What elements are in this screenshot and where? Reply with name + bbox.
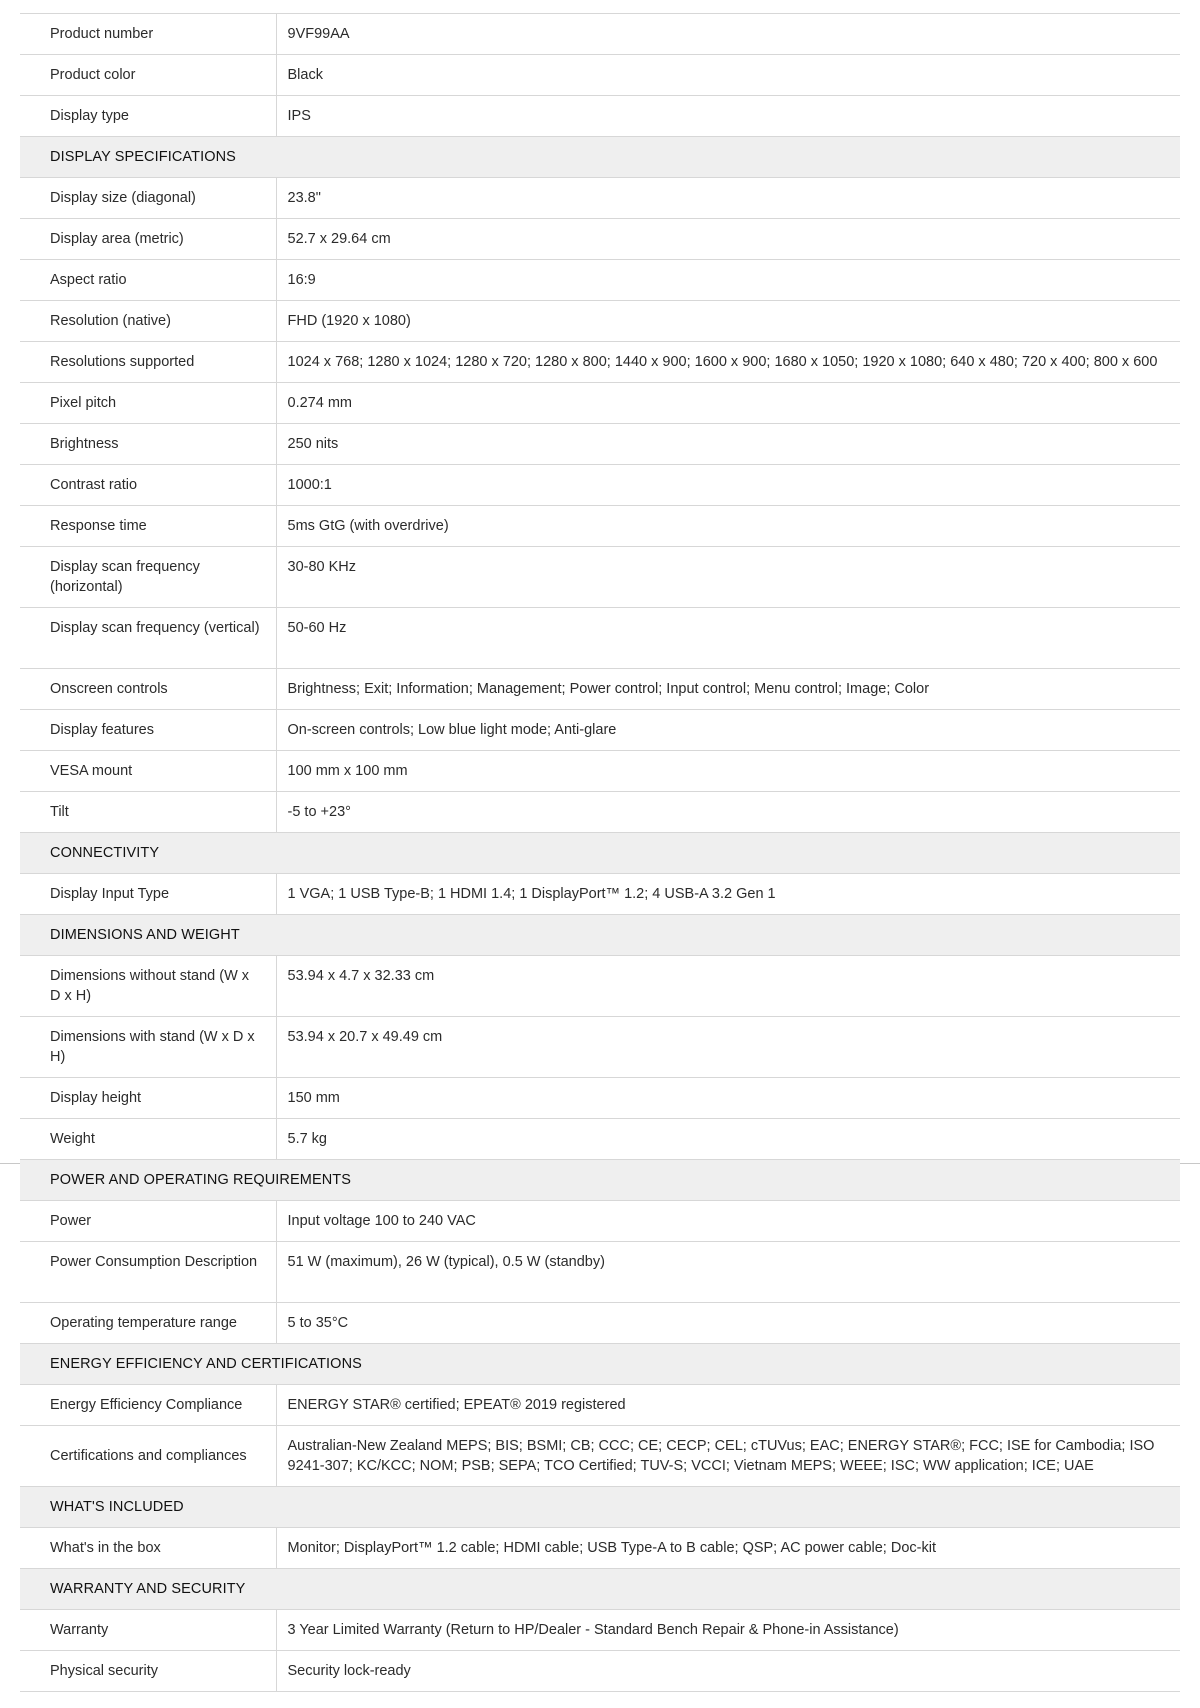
spec-label: Warranty (20, 1610, 276, 1651)
spec-row (20, 547, 1180, 608)
spec-row (20, 1078, 1180, 1119)
spec-value: 100 mm x 100 mm (276, 751, 1180, 792)
spec-value: Monitor; DisplayPort™ 1.2 cable; HDMI cable; USB Type-A to B cable; QSP; AC power cable; Doc-kit (276, 1528, 1180, 1569)
spec-value: 250 nits (276, 424, 1180, 465)
spec-label: Response time (20, 506, 276, 547)
spec-row (20, 751, 1180, 792)
spec-value: 53.94 x 20.7 x 49.49 cm (276, 1017, 1180, 1078)
spec-value: On-screen controls; Low blue light mode; Anti-glare (276, 710, 1180, 751)
spec-value: 52.7 x 29.64 cm (276, 219, 1180, 260)
spec-label: Display features (20, 710, 276, 751)
spec-label: Display scan frequency (horizontal) (20, 547, 276, 608)
spec-value: 51 W (maximum), 26 W (typical), 0.5 W (standby) (276, 1242, 1180, 1303)
section-title: CONNECTIVITY (20, 833, 1180, 874)
spec-value: Security lock-ready (276, 1651, 1180, 1692)
spec-row (20, 1017, 1180, 1078)
spec-label: Display scan frequency (vertical) (20, 608, 276, 669)
spec-label: Resolutions supported (20, 342, 276, 383)
spec-row (20, 669, 1180, 710)
spec-label: Energy Efficiency Compliance (20, 1385, 276, 1426)
section-header (20, 1344, 1180, 1385)
spec-label: Dimensions with stand (W x D x H) (20, 1017, 276, 1078)
spec-table-body (20, 14, 1180, 1692)
spec-value: IPS (276, 96, 1180, 137)
spec-label: Display type (20, 96, 276, 137)
spec-label: Pixel pitch (20, 383, 276, 424)
section-title: DIMENSIONS AND WEIGHT (20, 915, 1180, 956)
spec-value: Australian-New Zealand MEPS; BIS; BSMI; CB; CCC; CE; CECP; CEL; cTUVus; EAC; ENERGY STAR®; FCC; ISE for Cambodia; ISO 9241-307; KC/KCC; NOM; PSB; SEPA; TCO Certified; TUV-S; VCCI; Vietnam MEPS; WEEE; ISC; WW application; ICE; UAE (276, 1426, 1180, 1487)
spec-row (20, 1426, 1180, 1487)
section-title: ENERGY EFFICIENCY AND CERTIFICATIONS (20, 1344, 1180, 1385)
section-title: WARRANTY AND SECURITY (20, 1569, 1180, 1610)
spec-value: Input voltage 100 to 240 VAC (276, 1201, 1180, 1242)
spec-value: 9VF99AA (276, 14, 1180, 55)
section-header (20, 1487, 1180, 1528)
spec-value: 5ms GtG (with overdrive) (276, 506, 1180, 547)
section-title: WHAT'S INCLUDED (20, 1487, 1180, 1528)
spec-label: Display size (diagonal) (20, 178, 276, 219)
section-header (20, 1160, 1180, 1201)
spec-label: Resolution (native) (20, 301, 276, 342)
spec-label: Contrast ratio (20, 465, 276, 506)
spec-label: Product number (20, 14, 276, 55)
spec-value: 1000:1 (276, 465, 1180, 506)
spec-label: Brightness (20, 424, 276, 465)
section-header (20, 137, 1180, 178)
spec-row (20, 874, 1180, 915)
spec-value: ENERGY STAR® certified; EPEAT® 2019 registered (276, 1385, 1180, 1426)
spec-row (20, 55, 1180, 96)
spec-label: Certifications and compliances (20, 1426, 276, 1487)
spec-value: 1024 x 768; 1280 x 1024; 1280 x 720; 1280 x 800; 1440 x 900; 1600 x 900; 1680 x 1050; 1920 x 1080; 640 x 480; 720 x 400; 800 x 600 (276, 342, 1180, 383)
spec-value: 50-60 Hz (276, 608, 1180, 669)
spec-row (20, 383, 1180, 424)
spec-row (20, 956, 1180, 1017)
section-header (20, 1569, 1180, 1610)
spec-label: Tilt (20, 792, 276, 833)
spec-row (20, 301, 1180, 342)
spec-label: Product color (20, 55, 276, 96)
spec-row (20, 1119, 1180, 1160)
spec-row (20, 1528, 1180, 1569)
spec-row (20, 219, 1180, 260)
spec-value: 5.7 kg (276, 1119, 1180, 1160)
spec-value: 150 mm (276, 1078, 1180, 1119)
spec-row (20, 96, 1180, 137)
spec-value: Black (276, 55, 1180, 96)
spec-value: 0.274 mm (276, 383, 1180, 424)
spec-value: 16:9 (276, 260, 1180, 301)
spec-row (20, 1385, 1180, 1426)
section-title: DISPLAY SPECIFICATIONS (20, 137, 1180, 178)
spec-value: 3 Year Limited Warranty (Return to HP/Dealer - Standard Bench Repair & Phone-in Assistance) (276, 1610, 1180, 1651)
spec-row (20, 14, 1180, 55)
section-header (20, 915, 1180, 956)
spec-row (20, 1303, 1180, 1344)
spec-value: 1 VGA; 1 USB Type-B; 1 HDMI 1.4; 1 DisplayPort™ 1.2; 4 USB-A 3.2 Gen 1 (276, 874, 1180, 915)
spec-label: Display height (20, 1078, 276, 1119)
spec-label: Physical security (20, 1651, 276, 1692)
spec-row (20, 608, 1180, 669)
spec-row (20, 710, 1180, 751)
spec-label: Display area (metric) (20, 219, 276, 260)
spec-row (20, 260, 1180, 301)
product-spec-table (20, 13, 1180, 1692)
spec-row (20, 465, 1180, 506)
spec-label: Power (20, 1201, 276, 1242)
spec-row (20, 1201, 1180, 1242)
spec-label: Power Consumption Description (20, 1242, 276, 1303)
spec-label: Onscreen controls (20, 669, 276, 710)
spec-value: 30-80 KHz (276, 547, 1180, 608)
spec-row (20, 178, 1180, 219)
section-title: POWER AND OPERATING REQUIREMENTS (20, 1160, 1180, 1201)
spec-label: Weight (20, 1119, 276, 1160)
spec-row (20, 342, 1180, 383)
spec-value: 23.8" (276, 178, 1180, 219)
spec-row (20, 1610, 1180, 1651)
spec-value: FHD (1920 x 1080) (276, 301, 1180, 342)
section-header (20, 833, 1180, 874)
spec-label: Aspect ratio (20, 260, 276, 301)
spec-label: Operating temperature range (20, 1303, 276, 1344)
spec-label: What's in the box (20, 1528, 276, 1569)
spec-value: 5 to 35°C (276, 1303, 1180, 1344)
spec-row (20, 424, 1180, 465)
spec-value: -5 to +23° (276, 792, 1180, 833)
spec-row (20, 506, 1180, 547)
spec-label: VESA mount (20, 751, 276, 792)
spec-row (20, 1651, 1180, 1692)
spec-row (20, 792, 1180, 833)
spec-value: Brightness; Exit; Information; Management; Power control; Input control; Menu control; Image; Color (276, 669, 1180, 710)
spec-label: Display Input Type (20, 874, 276, 915)
spec-row (20, 1242, 1180, 1303)
spec-label: Dimensions without stand (W x D x H) (20, 956, 276, 1017)
spec-value: 53.94 x 4.7 x 32.33 cm (276, 956, 1180, 1017)
